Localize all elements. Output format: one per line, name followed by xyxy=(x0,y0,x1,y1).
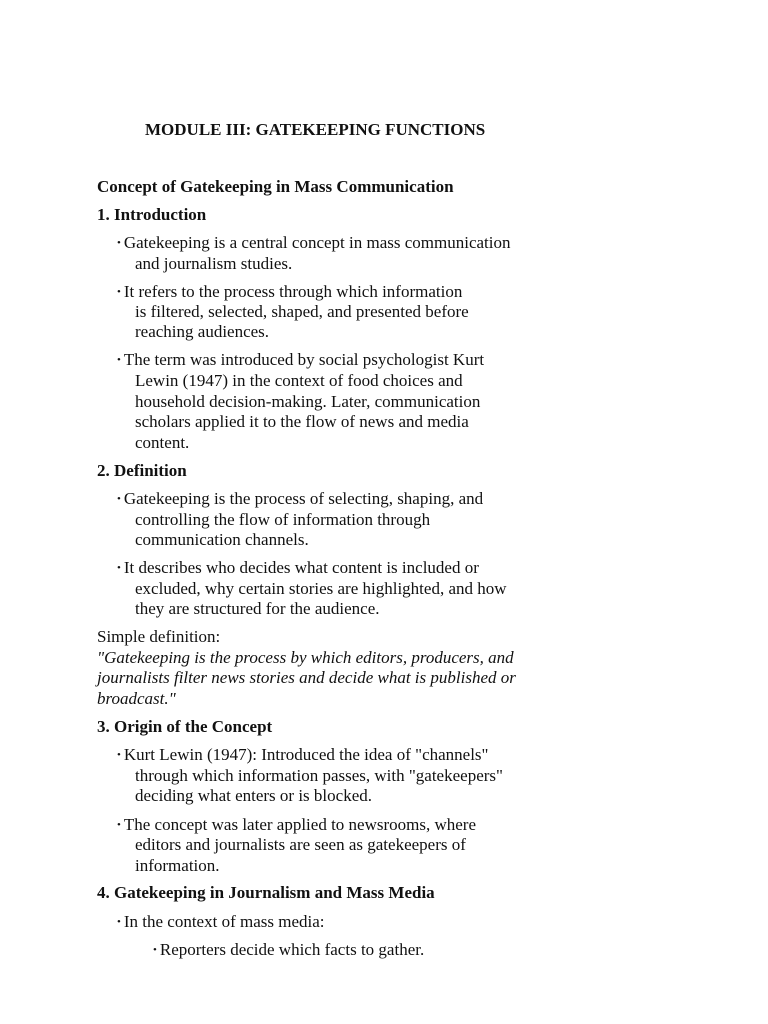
bullet-dot-icon: • xyxy=(117,562,121,574)
concept-heading: Concept of Gatekeeping in Mass Communication xyxy=(97,177,454,196)
bullet-continuation: controlling the flow of information through xyxy=(135,510,431,529)
bullet-continuation: editors and journalists are seen as gatekeepers of xyxy=(135,835,466,854)
bullet-continuation: they are structured for the audience. xyxy=(135,599,380,618)
bullet-continuation: scholars applied it to the flow of news and media xyxy=(135,412,469,431)
bullet-continuation: and journalism studies. xyxy=(135,254,293,273)
bullet-item: • The term was introduced by social psychologist Kurt xyxy=(117,350,485,369)
bullet-item: • Kurt Lewin (1947): Introduced the idea of "channels" xyxy=(117,745,489,764)
bullet-continuation: is filtered, selected, shaped, and presented before xyxy=(135,302,469,321)
bullet-item: • Gatekeeping is a central concept in mass communication xyxy=(117,233,511,252)
bullet-continuation: through which information passes, with "gatekeepers" xyxy=(135,766,503,785)
module-title: MODULE III: GATEKEEPING FUNCTIONS xyxy=(145,120,486,139)
definition-quote-line: "Gatekeeping is the process by which editors, producers, and xyxy=(97,648,514,667)
bullet-dot-icon: • xyxy=(117,286,121,298)
bullet-dot-icon: • xyxy=(117,493,121,505)
section-heading-journalism: 4. Gatekeeping in Journalism and Mass Media xyxy=(97,883,435,902)
bullet-continuation: communication channels. xyxy=(135,530,309,549)
bullet-dot-icon: • xyxy=(117,237,121,249)
simple-definition-label: Simple definition: xyxy=(97,627,221,646)
bullet-item: • It refers to the process through which information xyxy=(117,282,463,301)
bullet-dot-icon: • xyxy=(117,749,121,761)
definition-quote-line: journalists filter news stories and decide what is published or xyxy=(97,668,516,687)
bullet-continuation: Lewin (1947) in the context of food choices and xyxy=(135,371,463,390)
bullet-continuation: household decision-making. Later, communication xyxy=(135,392,481,411)
bullet-item: • In the context of mass media: xyxy=(117,912,325,931)
bullet-continuation: excluded, why certain stories are highlighted, and how xyxy=(135,579,507,598)
section-heading-origin: 3. Origin of the Concept xyxy=(97,717,273,736)
bullet-item: • It describes who decides what content is included or xyxy=(117,558,479,577)
bullet-continuation: deciding what enters or is blocked. xyxy=(135,786,372,805)
bullet-dot-icon: • xyxy=(117,916,121,928)
bullet-continuation: reaching audiences. xyxy=(135,322,270,341)
bullet-continuation: information. xyxy=(135,856,220,875)
sub-bullet-item: • Reporters decide which facts to gather. xyxy=(153,940,425,959)
bullet-dot-icon: • xyxy=(153,944,157,956)
definition-quote-line: broadcast." xyxy=(97,689,176,708)
bullet-continuation: content. xyxy=(135,433,190,452)
section-heading-definition: 2. Definition xyxy=(97,461,187,480)
bullet-dot-icon: • xyxy=(117,354,121,366)
bullet-item: • Gatekeeping is the process of selecting, shaping, and xyxy=(117,489,484,508)
section-heading-introduction: 1. Introduction xyxy=(97,205,207,224)
bullet-dot-icon: • xyxy=(117,819,121,831)
bullet-item: • The concept was later applied to newsrooms, where xyxy=(117,815,477,834)
